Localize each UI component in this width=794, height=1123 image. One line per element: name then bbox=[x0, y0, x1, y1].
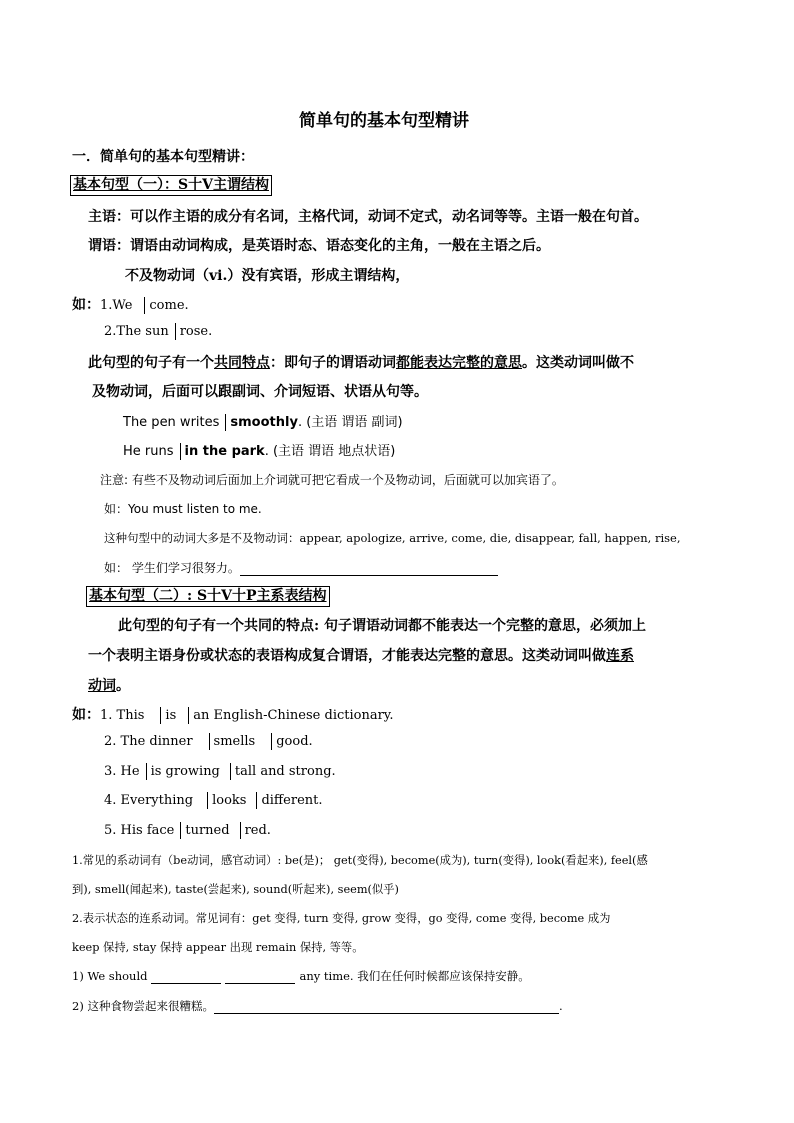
desc-underlined: 动词 bbox=[88, 678, 116, 694]
pattern2-heading-text: 基本句型（二）: S十V十P主系表结构 bbox=[86, 586, 330, 607]
verbs-list: 这种句型中的动词大多是不及物动词：appear, apologize, arrive, come, die, disappear, fall, happen, rise, bbox=[104, 531, 681, 545]
divider bbox=[146, 763, 147, 780]
p2-ex4-subject: 4. Everything bbox=[104, 793, 194, 808]
q2-blank[interactable] bbox=[214, 1000, 559, 1014]
page-title: 简单句的基本句型精讲 bbox=[299, 111, 469, 131]
pattern2-desc-line-3 bbox=[88, 675, 130, 695]
p2-example-1 bbox=[72, 704, 394, 724]
q1-tail: any time. 我们在任何时候都应该保持安静。 bbox=[299, 969, 530, 983]
p2-example-5 bbox=[104, 822, 271, 839]
pattern2-desc-line-1: 此句型的句子有一个共同的特点: 句子谓语动词都不能表达一个完整的意思，必须加上 bbox=[118, 618, 647, 634]
divider bbox=[160, 707, 161, 724]
example-1-subject: 1.We bbox=[100, 298, 133, 313]
example-1 bbox=[72, 294, 189, 314]
divider bbox=[230, 763, 231, 780]
pen-subject-verb: The pen writes bbox=[123, 415, 220, 430]
p2-ex1-predicative: an English-Chinese dictionary. bbox=[193, 708, 394, 723]
p2-ex4-verb: looks bbox=[212, 793, 247, 808]
divider bbox=[225, 414, 226, 431]
q1-blank-1[interactable] bbox=[151, 970, 221, 984]
p2-ex2-verb: smells bbox=[213, 734, 256, 749]
divider bbox=[188, 707, 189, 724]
p2-example-3 bbox=[104, 763, 336, 780]
feature-text: 此句型的句子有一个 bbox=[88, 355, 214, 371]
q2-lead: 2) 这种食物尝起来很糟糕。 bbox=[72, 999, 214, 1013]
desc-text: 。 bbox=[116, 678, 130, 694]
runs-subject-verb: He runs bbox=[123, 444, 174, 459]
desc-underlined: 连系 bbox=[606, 648, 634, 664]
runs-analysis: . (主语 谓语 地点状语) bbox=[264, 444, 396, 459]
p2-ex4-predicative: different. bbox=[261, 793, 323, 808]
note-example: 如：You must listen to me. bbox=[104, 502, 262, 516]
divider bbox=[180, 822, 181, 839]
exercise bbox=[104, 559, 498, 576]
divider bbox=[240, 822, 241, 839]
linking-verbs-2-line-1: 2.表示状态的连系动词。常见词有：get 变得, turn 变得, grow 变得，go 变得, come 变得, become 成为 bbox=[72, 912, 611, 925]
predicate-definition: 谓语：谓语由动词构成，是英语时态、语态变化的主角，一般在主语之后。 bbox=[88, 238, 550, 254]
p2-example-2 bbox=[104, 733, 313, 750]
p2-ex3-verb: is growing bbox=[150, 764, 220, 779]
p2-ex2-subject: 2. The dinner bbox=[104, 734, 193, 749]
p2-ex5-subject: 5. His face bbox=[104, 823, 175, 838]
pattern1-heading-text: 基本句型（一）：S十V主谓结构 bbox=[70, 175, 272, 196]
question-1 bbox=[72, 968, 530, 984]
divider bbox=[271, 733, 272, 750]
pattern1-heading bbox=[70, 175, 272, 196]
p2-ex3-predicative: tall and strong. bbox=[234, 764, 336, 779]
feature-line-2: 及物动词，后面可以跟副词、介词短语、状语从句等。 bbox=[92, 384, 428, 400]
answer-blank[interactable] bbox=[240, 561, 498, 576]
example-2 bbox=[104, 323, 212, 340]
divider bbox=[144, 297, 145, 314]
example-label: 如： bbox=[72, 707, 100, 723]
p2-ex3-subject: 3. He bbox=[104, 764, 140, 779]
divider bbox=[180, 443, 181, 460]
pattern2-heading bbox=[86, 586, 330, 607]
intransitive-note: 不及物动词（vi.）没有宾语，形成主谓结构， bbox=[125, 268, 410, 284]
example-label: 如： bbox=[72, 297, 100, 313]
feature-line-1 bbox=[88, 352, 634, 372]
p2-example-4 bbox=[104, 792, 323, 809]
feature-text: ：即句子的谓语动词 bbox=[270, 355, 396, 371]
p2-ex1-verb: is bbox=[165, 708, 177, 723]
example-2-verb: rose. bbox=[179, 324, 213, 339]
note: 注意: 有些不及物动词后面加上介词就可把它看成一个及物动词，后面就可以加宾语了。 bbox=[100, 473, 564, 487]
pen-adverb: smoothly bbox=[230, 415, 298, 430]
example-2-subject: 2.The sun bbox=[104, 324, 169, 339]
p2-ex5-predicative: red. bbox=[244, 823, 271, 838]
divider bbox=[175, 323, 176, 340]
linking-verbs-1-line-2: 到), smell(闻起来), taste(尝起来), sound(听起来), seem(似乎) bbox=[72, 883, 399, 896]
q2-end: . bbox=[558, 999, 563, 1013]
divider bbox=[256, 792, 257, 809]
runs-example bbox=[123, 440, 395, 460]
pattern2-desc-line-2 bbox=[88, 645, 634, 665]
feature-text: 。这类动词叫做不 bbox=[522, 355, 634, 371]
linking-verbs-2-line-2: keep 保持, stay 保持 appear 出现 remain 保持, 等等。 bbox=[72, 941, 364, 954]
runs-adverbial: in the park bbox=[184, 444, 265, 459]
example-1-verb: come. bbox=[149, 298, 189, 313]
section-heading: 一．简单句的基本句型精讲： bbox=[72, 149, 254, 165]
linking-verbs-1-line-1: 1.常见的系动词有（be动词，感官动词）: be(是)； get(变得), become(成为), turn(变得), look(看起来), feel(感 bbox=[72, 854, 648, 867]
pen-analysis: . (主语 谓语 副词) bbox=[297, 415, 403, 430]
p2-ex2-predicative: good. bbox=[276, 734, 313, 749]
feature-underlined: 都能表达完整的意思 bbox=[396, 355, 522, 371]
divider bbox=[207, 792, 208, 809]
desc-text: 一个表明主语身份或状态的表语构成复合谓语，才能表达完整的意思。这类动词叫做 bbox=[88, 648, 606, 664]
divider bbox=[209, 733, 210, 750]
q1-blank-2[interactable] bbox=[225, 970, 295, 984]
p2-ex1-subject: 1. This bbox=[100, 708, 145, 723]
exercise-text: 如： 学生们学习很努力。 bbox=[104, 561, 240, 575]
subject-definition: 主语：可以作主语的成分有名词，主格代词，动词不定式，动名词等等。主语一般在句首。 bbox=[88, 209, 648, 225]
q1-lead: 1) We should bbox=[72, 969, 148, 983]
question-2 bbox=[72, 998, 563, 1014]
feature-underlined: 共同特点 bbox=[214, 355, 270, 371]
pen-example bbox=[123, 411, 403, 431]
p2-ex5-verb: turned bbox=[185, 823, 230, 838]
